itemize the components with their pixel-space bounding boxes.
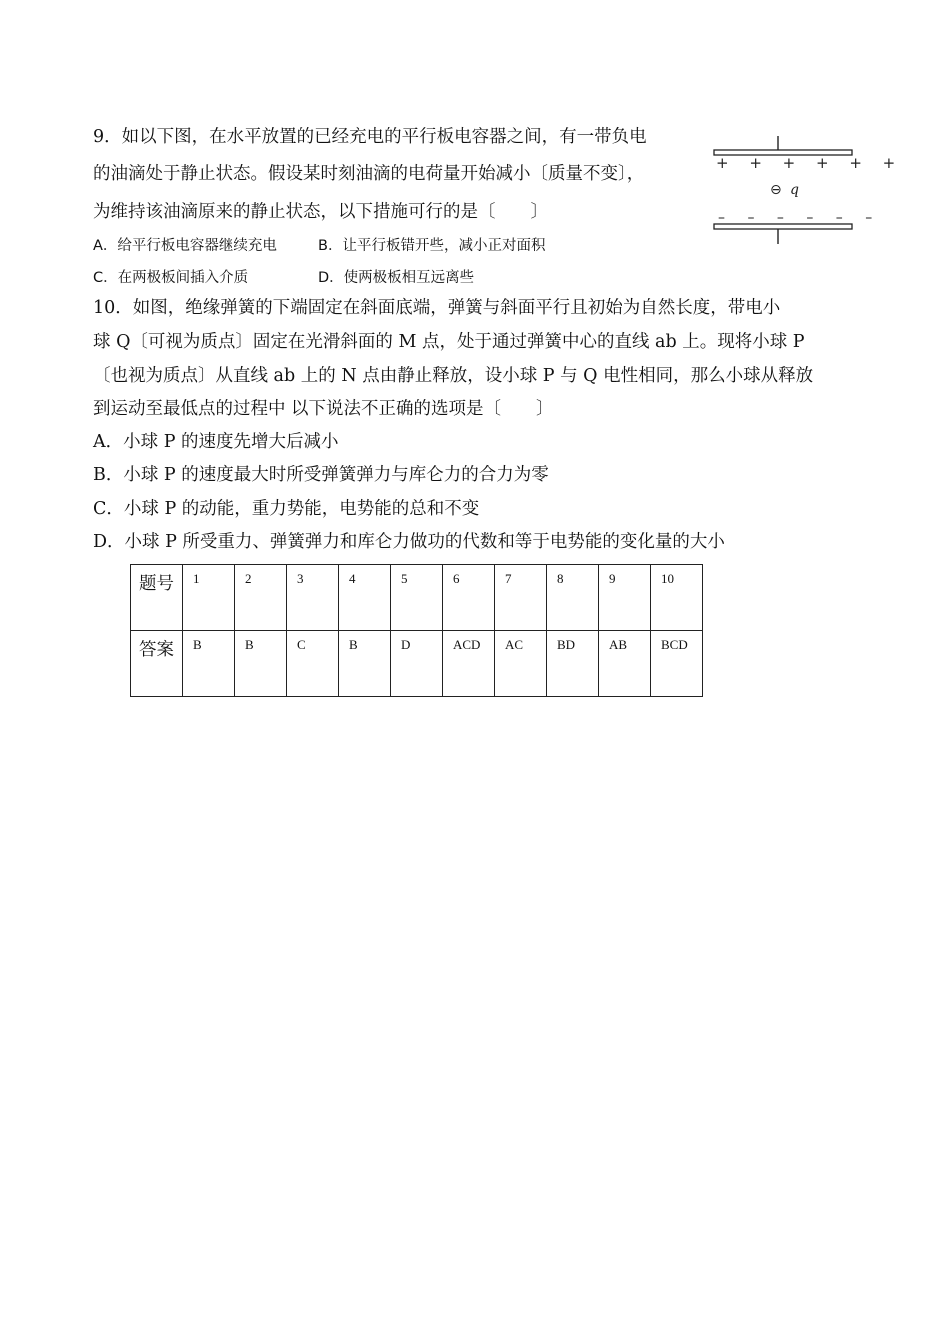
answer-table xyxy=(130,564,703,697)
q9-line-3: 为维持该油滴原来的静止状态，以下措施可行的是〔 〕 xyxy=(93,202,548,222)
table-cell-number: 1 xyxy=(183,565,235,631)
q10-line-1: 10．如图，绝缘弹簧的下端固定在斜面底端，弹簧与斜面平行且初始为自然长度，带电小 xyxy=(93,298,781,318)
table-cell-answer: AB xyxy=(599,631,651,697)
q9-option-b: B．让平行板错开些，减小正对面积 xyxy=(318,238,546,254)
row-header-number: 题号 xyxy=(131,565,183,631)
table-cell-number: 4 xyxy=(339,565,391,631)
q10-line-2: 球 Q〔可视为质点〕固定在光滑斜面的 M 点，处于通过弹簧中心的直线 ab 上。现将小球 P xyxy=(93,332,805,352)
table-cell-answer: B xyxy=(235,631,287,697)
table-cell-answer: BCD xyxy=(651,631,703,697)
table-cell-number: 8 xyxy=(547,565,599,631)
row-header-answer: 答案 xyxy=(131,631,183,697)
charge-label: q xyxy=(790,182,799,198)
table-cell-answer: B xyxy=(183,631,235,697)
table-cell-answer: D xyxy=(391,631,443,697)
q9-option-a: A．给平行板电容器继续充电 xyxy=(93,238,277,254)
table-row-answers xyxy=(131,631,703,697)
q10-line-3: 〔也视为质点〕从直线 ab 上的 N 点由静止释放，设小球 P 与 Q 电性相同，那么小球从释放 xyxy=(93,366,814,386)
table-cell-number: 2 xyxy=(235,565,287,631)
capacitor-figure xyxy=(708,132,904,250)
q10-option-b: B．小球 P 的速度最大时所受弹簧弹力与库仑力的合力为零 xyxy=(93,465,549,485)
q9-option-c: C．在两极板间插入介质 xyxy=(93,270,249,286)
table-cell-number: 9 xyxy=(599,565,651,631)
table-cell-answer: BD xyxy=(547,631,599,697)
table-cell-answer: B xyxy=(339,631,391,697)
q9-option-d: D．使两极板相互远离些 xyxy=(318,270,475,286)
q10-option-d: D．小球 P 所受重力、弹簧弹力和库仑力做功的代数和等于电势能的变化量的大小 xyxy=(93,532,725,552)
table-cell-answer: AC xyxy=(495,631,547,697)
table-cell-answer: ACD xyxy=(443,631,495,697)
negative-signs: – – – – – – xyxy=(718,210,882,226)
table-cell-number: 3 xyxy=(287,565,339,631)
table-cell-answer: C xyxy=(287,631,339,697)
q10-option-c: C．小球 P 的动能，重力势能，电势能的总和不变 xyxy=(93,499,480,519)
q9-line-1: 9．如以下图，在水平放置的已经充电的平行板电容器之间，有一带负电 xyxy=(93,127,647,147)
table-cell-number: 5 xyxy=(391,565,443,631)
q9-line-2: 的油滴处于静止状态。假设某时刻油滴的电荷量开始减小〔质量不变〕， xyxy=(93,164,645,184)
q10-line-4: 到运动至最低点的过程中 以下说法不正确的选项是〔 〕 xyxy=(93,399,554,419)
table-cell-number: 10 xyxy=(651,565,703,631)
negative-charge-icon: ⊖ xyxy=(770,182,782,198)
table-cell-number: 6 xyxy=(443,565,495,631)
table-cell-number: 7 xyxy=(495,565,547,631)
table-row-numbers xyxy=(131,565,703,631)
q10-option-a: A．小球 P 的速度先增大后减小 xyxy=(93,432,339,452)
positive-signs: + + + + + + xyxy=(716,154,904,172)
